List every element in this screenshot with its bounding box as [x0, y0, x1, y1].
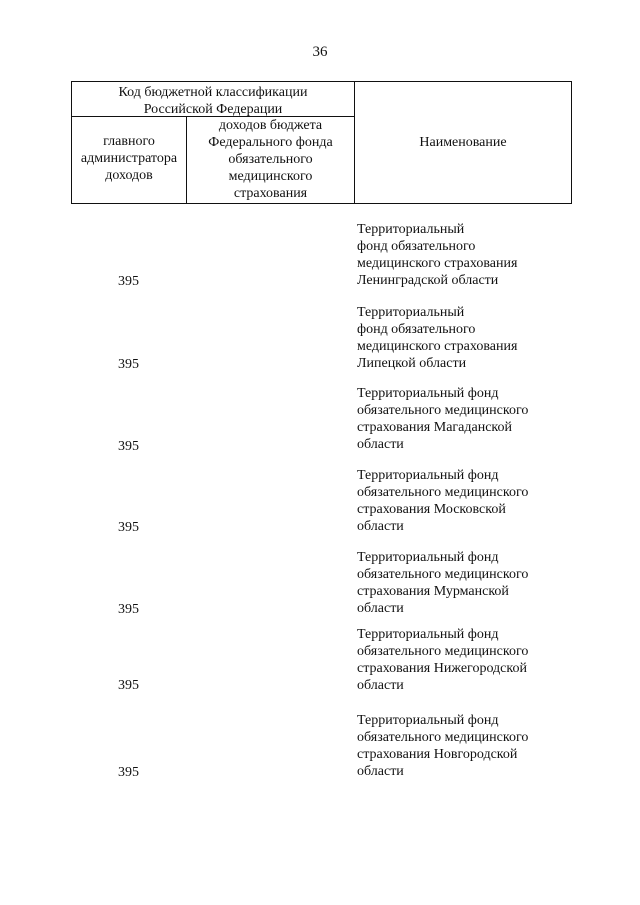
row-name: Территориальный фонд обязательного медицинского страхования Магаданской области [357, 386, 529, 452]
row-code: 395 [118, 678, 139, 693]
row-name: Территориальный фонд обязательного медицинского страхования Ленинградской области [357, 222, 518, 288]
row-code: 395 [118, 439, 139, 454]
table-header [71, 81, 572, 204]
row-code: 395 [118, 520, 139, 535]
page-number: 36 [312, 44, 328, 60]
header-admin-column: главного администратора доходов [72, 117, 187, 203]
row-name: Территориальный фонд обязательного медицинского страхования Новгородской области [357, 713, 529, 779]
header-code-classification: Код бюджетной классификации Российской Федерации [72, 82, 355, 117]
row-name: Территориальный фонд обязательного медицинского страхования Московской области [357, 468, 529, 534]
row-code: 395 [118, 765, 139, 780]
header-income-column: доходов бюджета Федерального фонда обязательного медицинского страхования [187, 117, 355, 203]
row-code: 395 [118, 602, 139, 617]
row-name: Территориальный фонд обязательного медицинского страхования Мурманской области [357, 550, 529, 616]
row-code: 395 [118, 274, 139, 289]
row-name: Территориальный фонд обязательного медицинского страхования Нижегородской области [357, 627, 529, 693]
header-name-column: Наименование [419, 135, 507, 150]
row-code: 395 [118, 357, 139, 372]
row-name: Территориальный фонд обязательного медицинского страхования Липецкой области [357, 305, 518, 371]
